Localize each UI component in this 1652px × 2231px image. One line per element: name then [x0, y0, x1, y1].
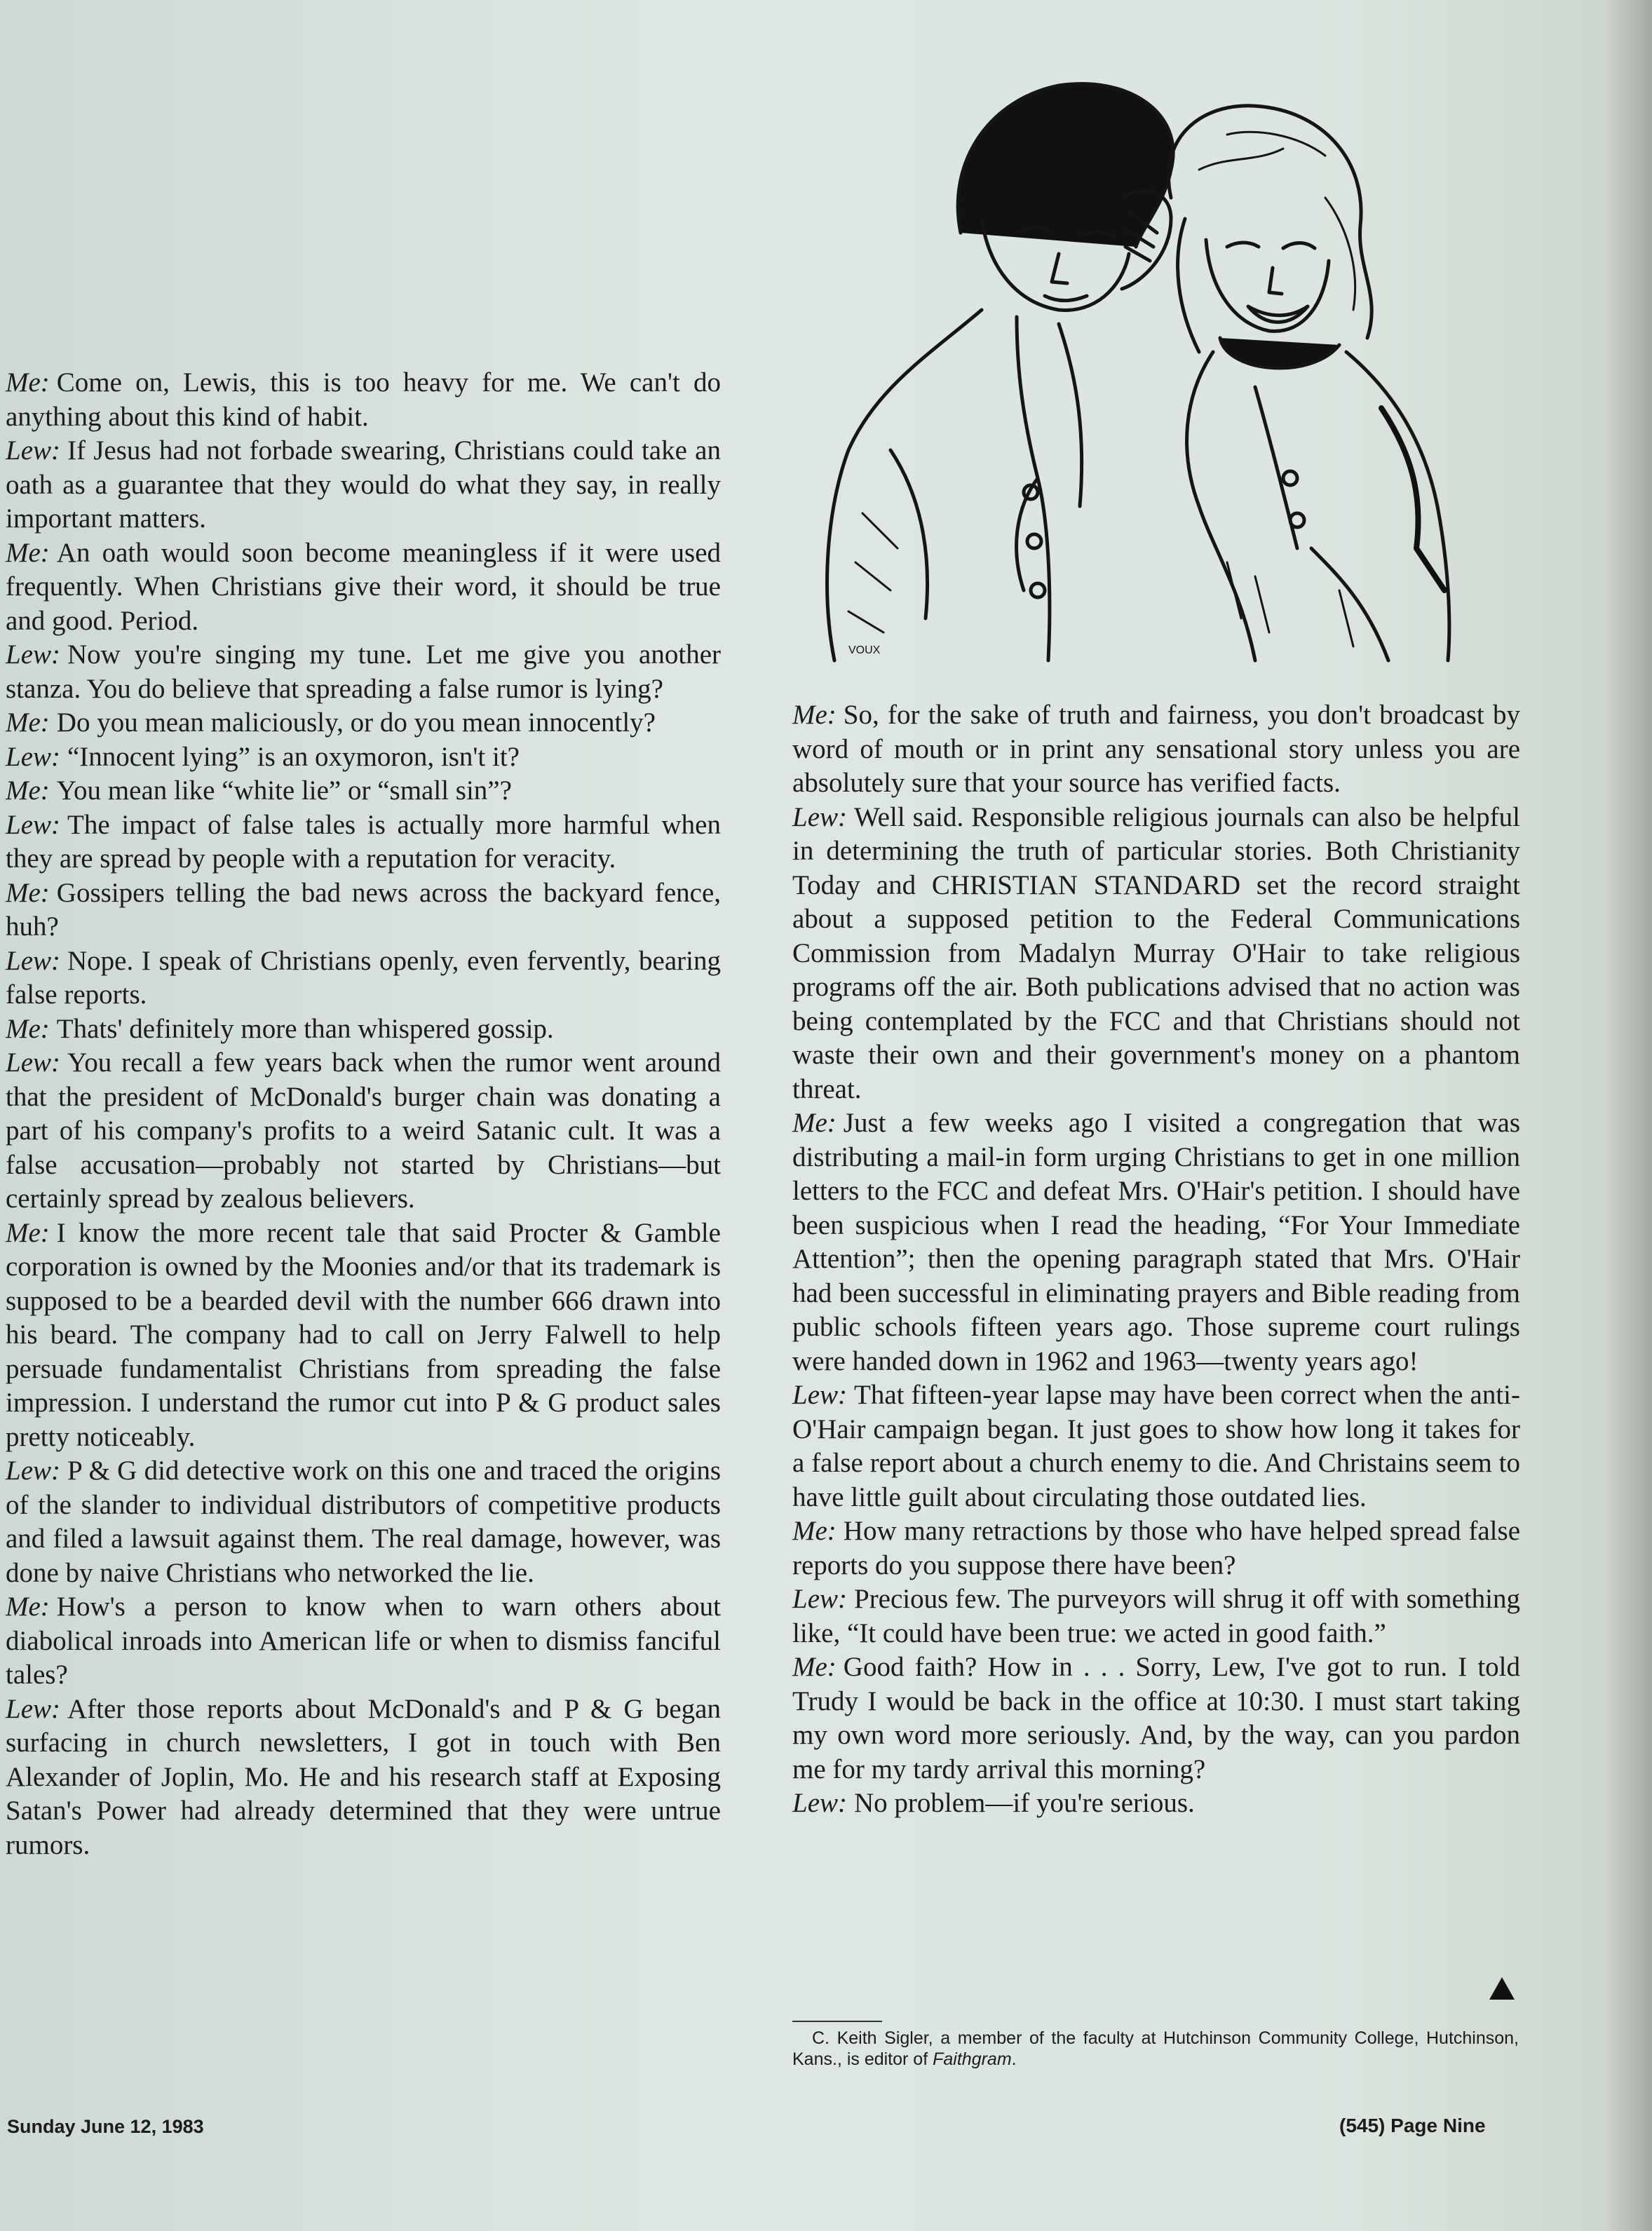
dialogue-paragraph: [6, 1454, 721, 1590]
dialogue-paragraph: [6, 808, 721, 876]
speaker-label: Me:: [6, 877, 50, 908]
speaker-label: Me:: [6, 775, 50, 806]
dialogue-paragraph: [6, 944, 721, 1012]
dialogue-text: You recall a few years back when the rumor went around that the president of McDonald's burger chain was donating a part of his company's profits to a weird Satanic cult. It was a false accusation—probably not started by Christians—but certainly spread by zealous believers.: [6, 1047, 721, 1214]
dialogue-text: Come on, Lewis, this is too heavy for me. We can't do anything about this kind of habit.: [6, 367, 721, 432]
dialogue-paragraph: [6, 536, 721, 639]
author-bio: [792, 2028, 1519, 2070]
dialogue-paragraph: [792, 1378, 1520, 1514]
dialogue-text: If Jesus had not forbade swearing, Christians could take an oath as a guarantee that they would do what they say, in really important matters.: [6, 435, 721, 534]
speaker-label: Lew:: [6, 435, 60, 466]
dialogue-paragraph: [792, 1650, 1520, 1786]
dialogue-text: “Innocent lying” is an oxymoron, isn't it?: [67, 741, 520, 772]
page-edge-shadow: [1603, 0, 1652, 2231]
speaker-label: Lew:: [792, 1788, 847, 1818]
dialogue-text: After those reports about McDonald's and P & G began surfacing in church newsletters, I got in touch with Ben Alexander of Joplin, Mo. He and his research staff at Exposing Satan's Power had already determined that they were untrue rumors.: [6, 1693, 721, 1860]
speaker-label: Lew:: [792, 801, 847, 832]
dialogue-text: Good faith? How in . . . Sorry, Lew, I've got to run. I told Trudy I would be back in the office at 10:30. I must start taking my own word more seriously. And, by the way, can you pardon me for my tardy arrival this morning?: [792, 1652, 1520, 1784]
speaker-label: Lew:: [6, 1693, 60, 1724]
dialogue-paragraph: [6, 1046, 721, 1216]
dialogue-text: Now you're singing my tune. Let me give you another stanza. You do believe that spreading a false rumor is lying?: [6, 639, 721, 704]
dialogue-text: Nope. I speak of Christians openly, even fervently, bearing false reports.: [6, 945, 721, 1010]
illustration-signature: VOUX: [848, 644, 881, 656]
speaker-label: Me:: [792, 1652, 837, 1682]
dialogue-paragraph: [6, 434, 721, 536]
dialogue-text: That fifteen-year lapse may have been correct when the anti-O'Hair campaign began. It just goes to show how long it takes for a false report about a church enemy to die. And Christains seem to have little guilt about circulating those outdated lies.: [792, 1380, 1520, 1512]
dialogue-paragraph: [6, 1216, 721, 1455]
dialogue-text: No problem—if you're serious.: [854, 1788, 1195, 1818]
dialogue-text: How many retractions by those who have helped spread false reports do you suppose there have been?: [792, 1516, 1520, 1580]
speaker-label: Me:: [6, 1217, 50, 1248]
dialogue-text: Precious few. The purveyors will shrug it off with something like, “It could have been true: we acted in good faith.”: [792, 1584, 1520, 1648]
speaker-label: Me:: [6, 1013, 50, 1044]
dialogue-paragraph: [792, 698, 1520, 801]
speaker-label: Me:: [792, 1108, 837, 1138]
speaker-label: Lew:: [6, 639, 60, 670]
dialogue-paragraph: [792, 1582, 1520, 1650]
dialogue-paragraph: [6, 638, 721, 706]
right-column: [792, 698, 1520, 1821]
speaker-label: Lew:: [6, 741, 60, 772]
footer-date: Sunday June 12, 1983: [7, 2116, 204, 2137]
dialogue-text: Just a few weeks ago I visited a congregation that was distributing a mail-in form urging Christians to get in one million letters to the FCC and defeat Mrs. O'Hair's petition. I should have been suspicious when I read the heading, “For Your Immediate Attention”; then the opening paragraph stated that Mrs. O'Hair had been successful in eliminating prayers and Bible reading from public schools fifteen years ago. Those supreme court rulings were handed down in 1962 and 1963—twenty years ago!: [792, 1108, 1520, 1376]
dialogue-paragraph: [6, 774, 721, 808]
dialogue-text: The impact of false tales is actually more harmful when they are spread by people with a reputation for veracity.: [6, 809, 721, 874]
speaker-label: Me:: [6, 367, 50, 398]
dialogue-paragraph: [792, 1106, 1520, 1378]
speaker-label: Lew:: [6, 809, 60, 840]
dialogue-text: An oath would soon become meaningless if it were used frequently. When Christians give their word, it should be true and good. Period.: [6, 537, 721, 636]
dialogue-paragraph: [792, 801, 1520, 1107]
dialogue-text: How's a person to know when to warn others about diabolical inroads into American life or when to dismiss fanciful tales?: [6, 1592, 721, 1690]
speaker-label: Lew:: [6, 1456, 60, 1486]
speaker-label: Me:: [792, 1516, 837, 1546]
footer-page-number: (545) Page Nine: [1339, 2115, 1486, 2136]
author-bio-end: .: [1011, 2049, 1017, 2069]
dialogue-text: I know the more recent tale that said Procter & Gamble corporation is owned by the Moonies and/or that its trademark is supposed to be a bearded devil with the number 666 drawn into his beard. The company had to call on Jerry Falwell to help persuade fundamentalist Christians from spreading the false impression. I understand the rumor cut into P & G product sales pretty noticeably.: [6, 1217, 721, 1452]
end-triangle-icon: [1487, 1974, 1517, 2002]
speaker-label: Me:: [6, 537, 50, 568]
speaker-label: Me:: [792, 700, 837, 730]
speaker-label: Me:: [6, 1592, 50, 1622]
dialogue-text: Do you mean maliciously, or do you mean innocently?: [56, 707, 656, 738]
dialogue-text: Gossipers telling the bad news across the backyard fence, huh?: [6, 877, 721, 942]
dialogue-paragraph: [6, 1590, 721, 1693]
dialogue-paragraph: [6, 366, 721, 434]
dialogue-paragraph: [6, 740, 721, 775]
two-women-illustration: [806, 57, 1494, 674]
dialogue-paragraph: [6, 1693, 721, 1863]
dialogue-paragraph: [792, 1514, 1520, 1582]
dialogue-paragraph: [6, 1012, 721, 1047]
dialogue-paragraph: [792, 1786, 1520, 1821]
dialogue-paragraph: [6, 706, 721, 740]
author-bio-publication: Faithgram: [933, 2049, 1012, 2069]
speaker-label: Lew:: [6, 945, 60, 976]
dialogue-text: Thats' definitely more than whispered gossip.: [56, 1013, 554, 1044]
bio-rule: [792, 2021, 882, 2022]
author-bio-text: C. Keith Sigler, a member of the faculty at Hutchinson Community College, Hutchinson, Kans., is editor of: [792, 2028, 1519, 2069]
dialogue-text: So, for the sake of truth and fairness, you don't broadcast by word of mouth or in print any sensational story unless you are absolutely sure that your source has verified facts.: [792, 700, 1520, 798]
dialogue-text: Well said. Responsible religious journals can also be helpful in determining the truth of particular stories. Both Christianity Today and CHRISTIAN STANDARD set the record straight about a supposed petition to the Federal Communications Commission from Madalyn Murray O'Hair to take religious programs off the air. Both publications advised that no action was being contemplated by the FCC and that Christians should not waste their own and their government's money on a phantom threat.: [792, 801, 1520, 1104]
dialogue-paragraph: [6, 876, 721, 944]
dialogue-text: P & G did detective work on this one and traced the origins of the slander to individual distributors of competitive products and filed a lawsuit against them. The real damage, however, was done by naive Christians who networked the lie.: [6, 1456, 721, 1588]
left-column: [6, 366, 721, 1862]
speaker-label: Me:: [6, 707, 50, 738]
speaker-label: Lew:: [6, 1047, 60, 1078]
speaker-label: Lew:: [792, 1584, 847, 1614]
speaker-label: Lew:: [792, 1380, 847, 1410]
dialogue-text: You mean like “white lie” or “small sin”?: [56, 775, 512, 806]
